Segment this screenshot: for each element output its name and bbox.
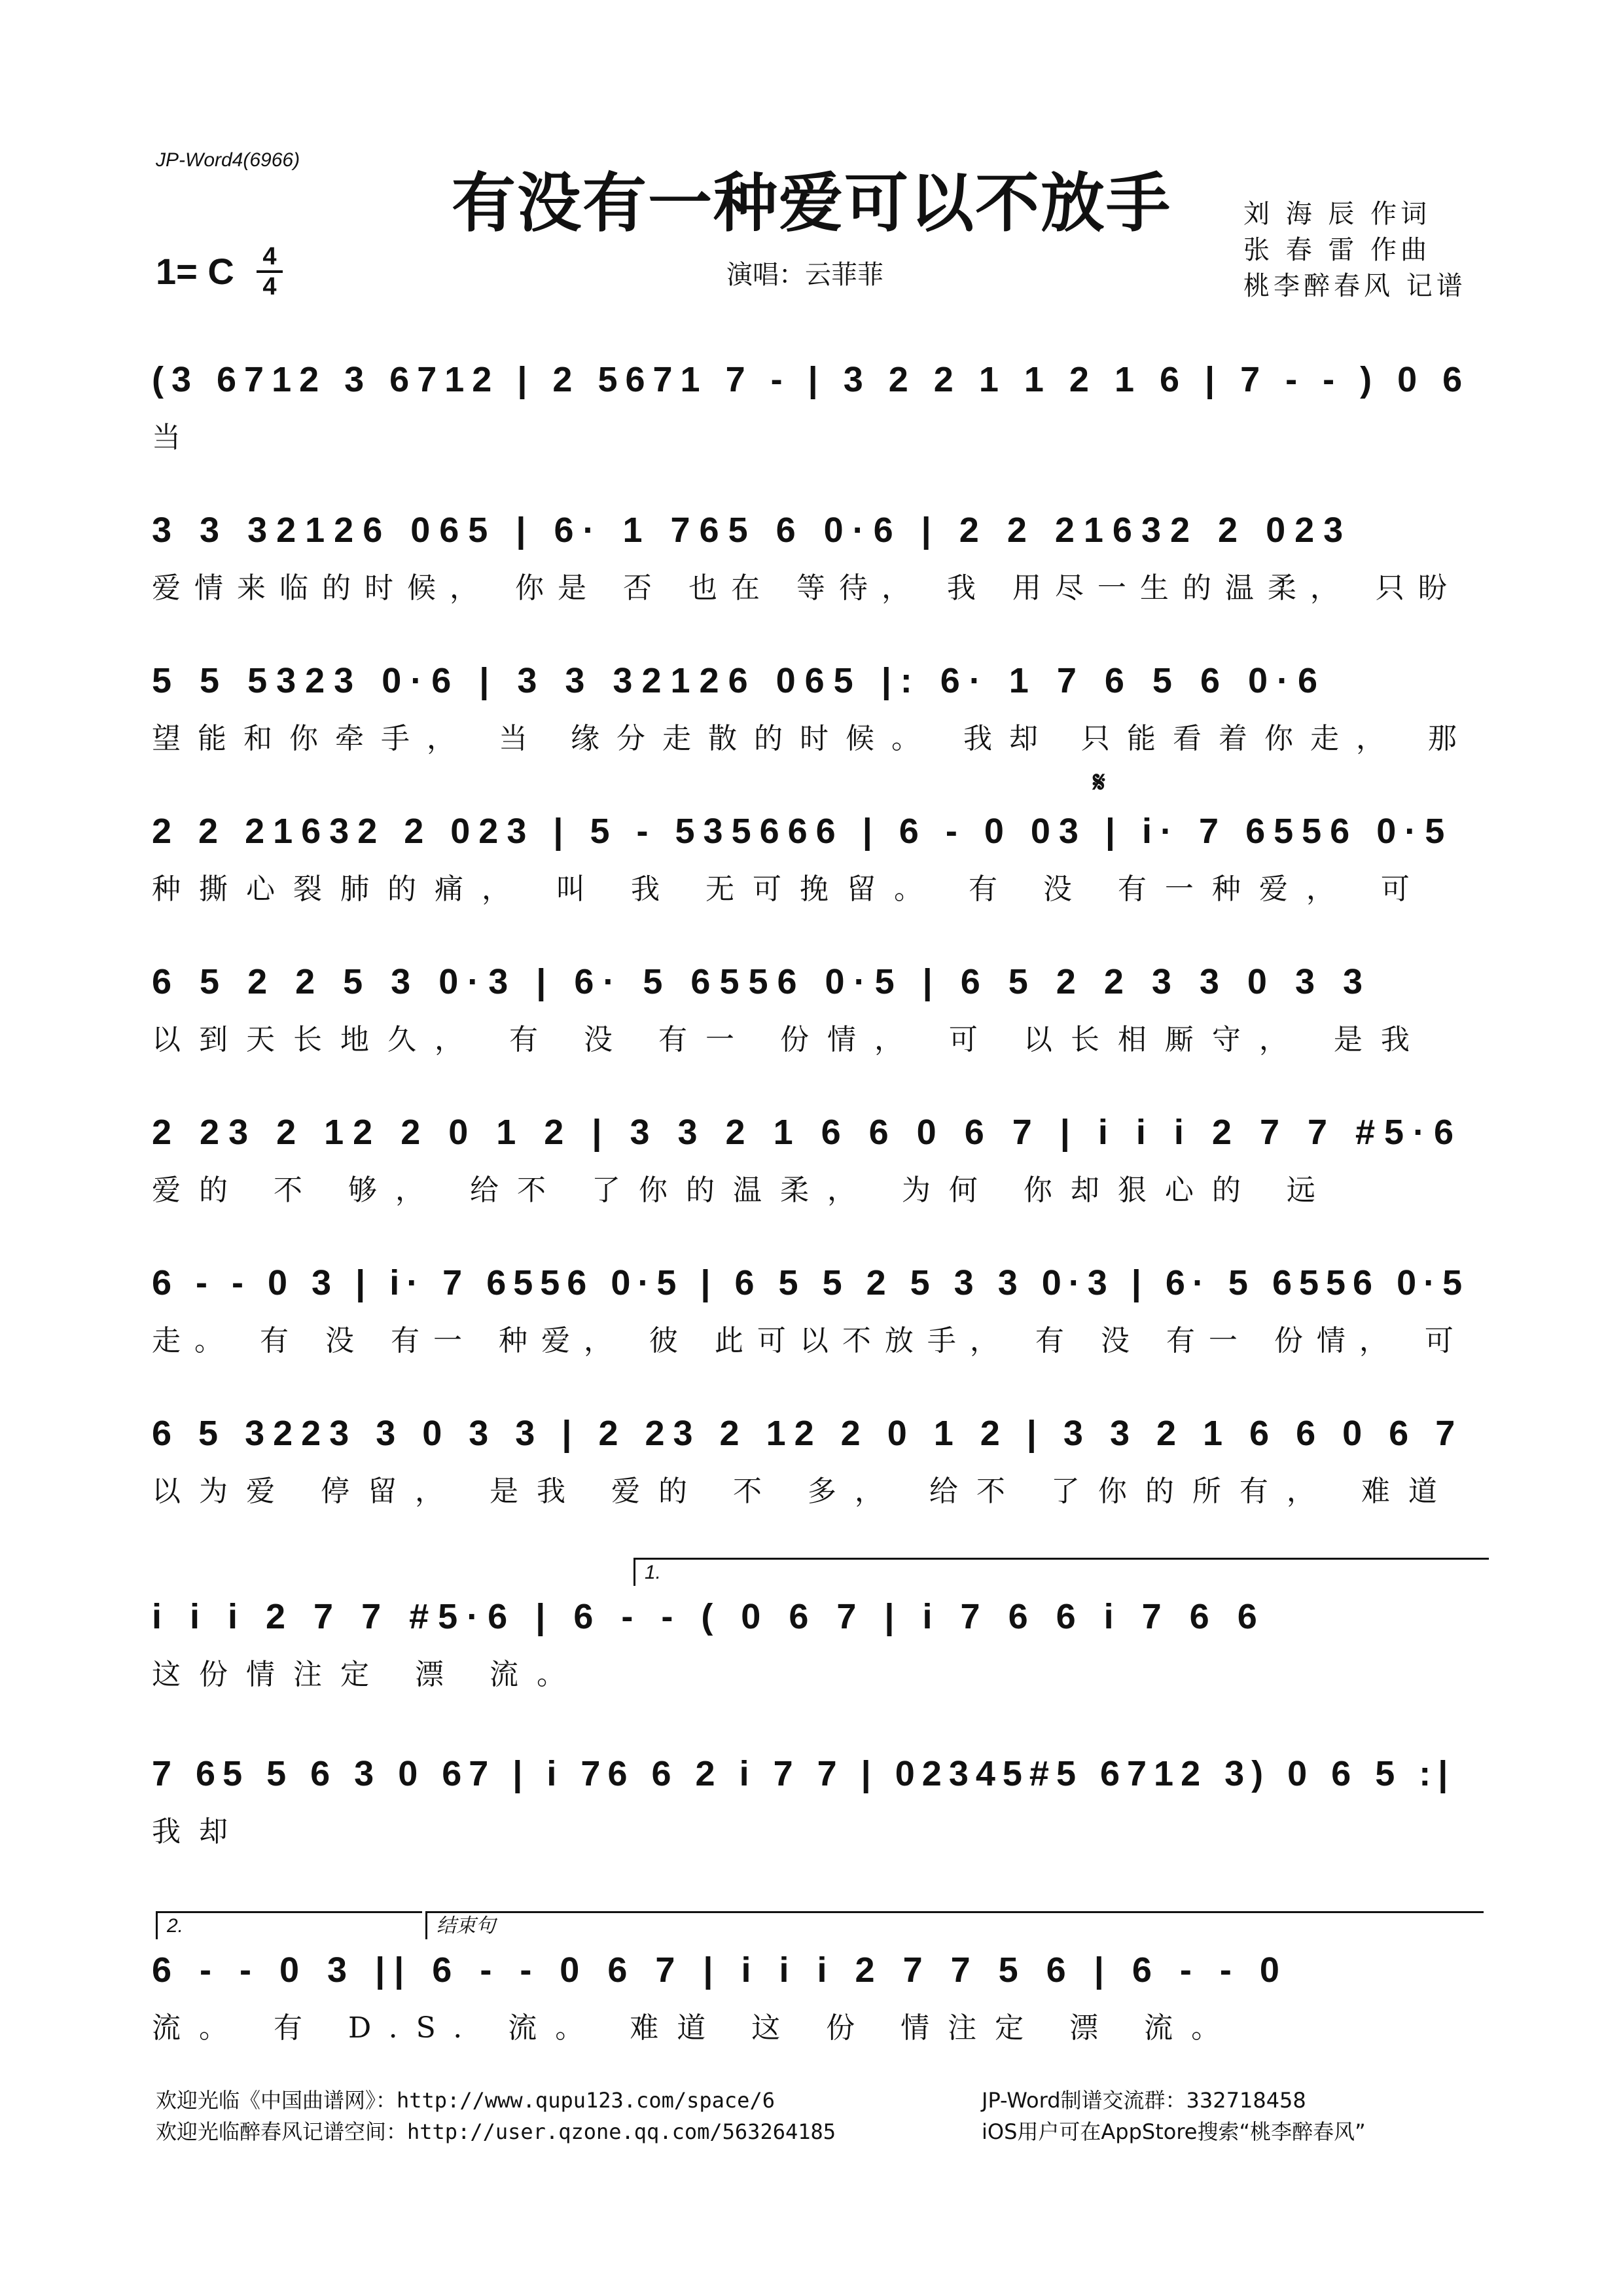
notes-line-2: 3 3 32126 065 | 6· 1 765 6 0·6 | 2 2 21632 2 023 <box>152 511 1353 550</box>
score-line-1 <box>152 353 1480 484</box>
footer-ios: iOS用户可在AppStore搜索“桃李醉春风” <box>982 2119 1366 2144</box>
lyrics-line-9: 这份情注定 漂 流。 <box>152 1658 584 1691</box>
segno-sign: 𝄋 <box>1093 766 1105 799</box>
score-line-8 <box>152 1407 1480 1538</box>
lyrics-line-3: 望能和你牵手， 当 缘分走散的时候。 我却 只能看着你走， 那 <box>152 722 1474 755</box>
coda-label: 结束句 <box>425 1911 1484 1939</box>
footer-right <box>982 2085 1366 2147</box>
lyrics-line-2: 爱情来临的时候， 你是 否 也在 等待， 我 用尽一生的温柔， 只盼 <box>152 571 1461 605</box>
notes-line-9: i i i 2 7 7 #5·6 | 6 - - ( 0 6 7 | i 7 6 6 i 7 6 6 <box>152 1597 1266 1636</box>
score-line-2 <box>152 504 1480 635</box>
lyrics-line-7: 走。 有 没 有一 种爱， 彼 此可以不放手， 有 没 有一 份情， 可 <box>152 1324 1467 1357</box>
key-signature: 1= C <box>156 251 234 292</box>
score-line-11 <box>152 1944 1480 2075</box>
footer-left <box>156 2085 836 2147</box>
score-line-7 <box>152 1257 1480 1388</box>
score-line-5 <box>152 956 1480 1086</box>
software-label: JP-Word4(6966) <box>156 149 300 171</box>
volta-1: 1. <box>633 1558 1489 1586</box>
footer-link-qzone[interactable]: 欢迎光临醉春风记谱空间：http://user.qzone.qq.com/563264185 <box>156 2119 836 2144</box>
notes-line-4: 2 2 21632 2 023 | 5 - 535666 | 6 - 0 03 | i· 7 6556 0·5 <box>152 812 1454 851</box>
song-title: 有没有一种爱可以不放手 <box>452 166 1172 241</box>
score-line-3 <box>152 655 1480 785</box>
footer-group: JP-Word制谱交流群：332718458 <box>982 2088 1306 2113</box>
notes-line-1: (3 6712 3 6712 | 2 5671 7 - | 3 2 2 1 1 2 1 6 | 7 - - ) 0 6 <box>152 360 1471 399</box>
volta-2: 2. <box>156 1911 422 1939</box>
lyrics-line-5: 以到天长地久， 有 没 有一 份情， 可 以长相厮守， 是我 <box>152 1023 1428 1056</box>
notes-line-8: 6 5 3223 3 0 3 3 | 2 23 2 12 2 0 1 2 | 3 3 2 1 6 6 0 6 7 <box>152 1414 1464 1453</box>
singer: 演唱：云菲菲 <box>726 260 883 290</box>
composer: 张 春 雷 作曲 <box>1243 235 1431 265</box>
notes-line-11: 6 - - 0 3 || 6 - - 0 6 7 | i i i 2 7 7 5 6 | 6 - - 0 <box>152 1950 1289 1990</box>
score-line-10 <box>152 1748 1480 1878</box>
notes-line-10: 7 65 5 6 3 0 67 | i 76 6 2 i 7 7 | 02345#5 6712 3) 0 6 5 :| <box>152 1754 1455 1793</box>
notes-line-7: 6 - - 0 3 | i· 7 6556 0·5 | 6 5 5 2 5 3 3 0·3 | 6· 5 6556 0·5 <box>152 1263 1470 1302</box>
time-signature <box>257 243 283 300</box>
time-top: 4 <box>262 243 277 270</box>
lyrics-line-1: 当 <box>152 421 199 454</box>
lyricist: 刘 海 辰 作词 <box>1243 199 1431 229</box>
lyrics-line-6: 爱的 不 够， 给不 了你的温柔， 为何 你却狠心的 远 <box>152 1174 1334 1207</box>
notes-line-3: 5 5 5323 0·6 | 3 3 32126 065 |: 6· 1 7 6 5 6 0·6 <box>152 661 1327 700</box>
lyrics-line-8: 以为爱 停留， 是我 爱的 不 多， 给不 了你的所有， 难道 <box>152 1475 1455 1508</box>
lyrics-line-4: 种撕心裂肺的痛， 叫 我 无可挽留。 有 没 有一种爱， 可 <box>152 872 1428 906</box>
transcriber: 桃李醉春风 记谱 <box>1243 271 1467 301</box>
notes-line-5: 6 5 2 2 5 3 0·3 | 6· 5 6556 0·5 | 6 5 2 2 3 3 0 3 3 <box>152 962 1372 1001</box>
score-line-6 <box>152 1106 1480 1237</box>
lyrics-line-10: 我却 <box>152 1815 246 1848</box>
notes-line-6: 2 23 2 12 2 0 1 2 | 3 3 2 1 6 6 0 6 7 | i i i 2 7 7 #5·6 <box>152 1113 1463 1152</box>
footer-link-qupu[interactable]: 欢迎光临《中国曲谱网》：http://www.qupu123.com/space/6 <box>156 2088 775 2113</box>
time-bottom: 4 <box>262 273 277 300</box>
score-line-9 <box>152 1590 1480 1721</box>
credits <box>1243 196 1467 304</box>
lyrics-line-11: 流。 有 D.S. 流。 难道 这 份 情注定 漂 流。 <box>152 2011 1239 2045</box>
score-line-4 <box>152 805 1480 936</box>
